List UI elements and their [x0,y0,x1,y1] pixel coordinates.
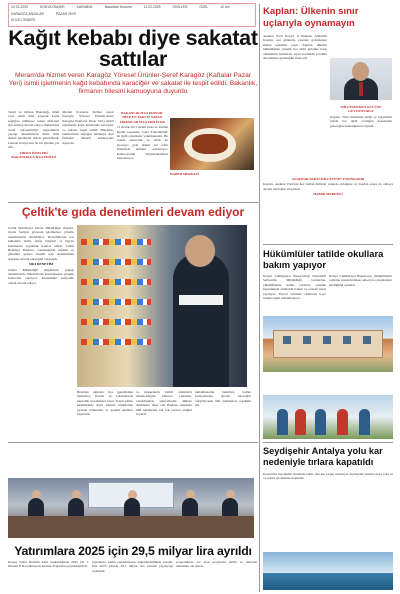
main-col1-sub: FİRMA İSİMLERİ BAKANLIKÇA İFŞA EDİLDİ [11,150,56,160]
column-divider [259,4,260,592]
divider [263,244,393,245]
school-headline: Hükümlüler tatilde okullara bakım yapıyor [263,248,384,270]
meta-line2-b: PAZAR YERİ [55,11,76,16]
meta-page: 11.02.2025 [143,5,161,9]
investment-col3: programında yer alan projelerin takibi ve ilerleme durumları ele alındı. [176,560,257,569]
meta-size: 12 cm [220,5,230,9]
seydisehir-headline: Seydişehir Antalya yolu kar nedeniyle tırlara kapatıldı [263,446,383,467]
investment-col2: toplantıda, kamu yatırımlarının değerlendirilmesi yapıldı. İlde 2025 yılında 29,5 milyar lira yatırım yapılacağı açıklandı. [92,560,173,573]
meta-col-b: ÖZEL [199,5,209,9]
meta-publication: KONYA ÖNDER [39,5,65,9]
celtik-col1: Çeltik Belediyesi Zabıta Müdürlüğü ekipleri, ilçede faaliyet gösteren işletmelere yönelik denetimlerini sürdürüyor. Denetimlerde son kullanma tarihi, etiket bilgileri ve hijyen kurallarına uygunluk kontrol edildi. Çeltik Belediye Başkanı, vatandaşların sağlıklı ve güvenilir gıdaya erişimi için denetimlerin aralıksız devam edeceğini vurguladı. SIKI DENETİM Zabıta Müdürlüğü ekiplerinin yaptığı denetimlerde tüketicilerin korunmasına yönelik kontroller yapılıyor. Denetimler periyodik olarak devam ediyor. [8,226,74,285]
meta-line3: KOLEJ ÖNDER [11,18,35,23]
meeting-photo [8,478,254,538]
students-photo [263,395,393,439]
seydisehir-text: Konya'nın Seydişehir ilçesinde etkili olan kar yağışı nedeniyle Seydişehir-Antalya kara yolu tır ve çekici geçişlerine kapatıldı. [263,472,393,481]
main-kicker: Meram'da hizmet veren Karagöz Yöresel Ürünler-Şeref Karagöz (Kaftalar Pazar Yeri) isimli işletmenin kağıt kebabında karaciğer ve sakatat ile tespit edildi. Bakanlık, firmanın hilesini kamuoyuna duyurdu [8,72,258,95]
kaplan-text: Anahtar Parti Konya İl Başkanı Abdullah Kaplan, son günlerde yaşanan gelişmelere ilişkin açıklama yaptı. Kaplan, ülkenin bütünlüğüne yönelik her türlü girişime karşı olduklarını belirterek, siyasi partilerin sorumlu davranması gerektiğini ifade etti. [263,34,327,61]
meta-section: KARABÜK [76,5,93,9]
seydisehir-photo [263,552,393,590]
kaplan-text-right: MİLLETİMİZİN GÜCÜNE GÜVENİYORUZ Kaplan, Türk milletinin birlik ve beraberlik içinde her türlü zorluğun üstesinden geleceğine inandıklarını söyledi. [330,105,392,128]
divider [8,442,258,443]
main-headline: Kağıt kebabı diye sakatat sattılar [8,26,258,71]
main-byline: HABER MERKEZİ [170,172,200,176]
celtik-col5: tamamlanarak belirtilen tarihte faaliyetlerine devam edeceğini vurgulayarak tüm işletmelere teşekkür etti. [195,390,251,408]
school-text: Konya Cumhuriyet Başsavcılığı Denetimli Serbestlik Müdürlüğü tarafından, yükümlülerin kamu yararına çalışma kapsamında okullarda bakım ve onarım işleri yapılıyor. Yarıyıl tatilinde okulların boya badana işleri tamamlanıyor. [263,274,326,301]
main-col2: BAKANLIK İFŞA EDİYOR: HİLE VE TAKLİT YAPAN FİRMALAR İFŞA EDİLİYOR 13 Aralık 2011 tarihli Gıda ve Yemek Resmi Gazetede 'Gıda Yönetmeliği' ile ilgili çalışmalar yapılmaktadır. Bu listede sahtecilik ve taklit ile piyasaya gıda ürünü arz eden firmaların isimleri açıklanıyor. Kamuoyunun bilgilendirilmesi amaçlanıyor. [116,111,168,161]
celtik-headline: Çeltik'te gıda denetimleri devam ediyor [21,205,245,219]
school-body [263,274,393,314]
main-col1: Tarım ve Orman Bakanlığı, hileli veya taklit ürün yaparak kamu sağlığını tehlikeye sokan firmaları ifşa etmeye devam ediyor. Bakanlığın 'Gıda Güvenilirliği' kapsamında yaptığı denetimlerde hileli ürün üreten işletmeler listesi güncellendi. Listede Konya'dan da bir işletme yer aldı. FİRMA İSİMLERİ BAKANLIKÇA İFŞA EDİLDİ [8,110,60,160]
main-article [8,28,258,96]
kaplan-sub: MİLLETİMİZİN GÜCÜNE GÜVENİYORUZ [340,105,382,114]
clipping-meta [8,3,256,27]
meta-line2-a: KARAGÖZ ANZALAR [11,11,44,16]
inspection-photo [77,225,247,387]
celtik-col4: ve marketlerin belirli aralıklarla denetlendiğini belirten yetkililer, vatandaşların şikayetlerini dikkate aldıklarını ifade etti. Başkan, ekiplerin tüm işletmeleri tek tek ziyaret ettiğini söyledi. [136,390,192,417]
meta-date: 22.01.2025 [11,5,28,9]
right-column [263,6,393,29]
meta-source: Basınİlan Kurumu [104,5,132,9]
investment-body [8,560,258,592]
investment-headline: Yatırımlara 2025 için 29,5 milyar lira ayrıldı [14,544,252,558]
investment-col1: Konya Valisi İbrahim Akın başkanlığında 2025 yılı 1. Dönem İl Koordinasyon Kurulu Toplantısı gerçekleştirildi. [8,560,89,569]
main-col1b: Meram ilçesinde hizmet veren Karagöz Yöresel Ürünler-Şeref Karagöz (Kaftalar Pazar Yeri) isimli işletmenin kağıt kebabında karaciğer ve sakatat tespit edildi. Bakanlık, tüketicilerin sağlığını tehlikeye atan firmanın hilesini kamuoyuna duyurdu. [62,110,114,145]
kaplan-portrait [330,58,392,100]
kaplan-headline: Kaplan: Ülkenin sınır uçlarıyla oynamayın [263,6,359,29]
divider [8,202,258,203]
main-col2-sub: BAKANLIK İFŞA EDİYOR: HİLE VE TAKLİT YAPAN FİRMALAR İFŞA EDİLİYOR [119,111,165,124]
kaplan-text-lower: ANAHTAR PARTİ MİLLETİNİN YANINDADIR Kaplan, Anahtar Parti'nin her zaman milletin yanında olduğunu ve bundan sonra da olmaya devam edeceğini vurguladı. HABER MERKEZİ [263,177,393,197]
celtik-body [77,390,254,436]
celtik-col2: Belediye ekipleri, ilçe genelindeki marketler, fırınlar ve lokantalarda kapsamlı incelemeler yaptı. Tespit edilen eksikliklerle ilgili işletme sahiplerine uyarıda bulunuldu ve gerekli işlemler başlatıldı. [77,390,133,417]
celtik-sub: SIKI DENETİM [28,262,54,267]
school-photo [263,316,393,372]
main-body [8,110,168,204]
school-text2: Konya Cumhuriyet Başsavcısı, yükümlülerin topluma kazandırılması amacıyla çalışmaların sürdüğünü açıkladı. [329,274,392,287]
kaplan-sub2: ANAHTAR PARTİ MİLLETİNİN YANINDADIR [291,177,365,181]
kebab-photo [170,118,254,170]
meta-col-a: SİVİLLER [172,5,188,9]
divider [263,442,393,443]
kaplan-byline: HABER MERKEZİ [313,192,343,197]
